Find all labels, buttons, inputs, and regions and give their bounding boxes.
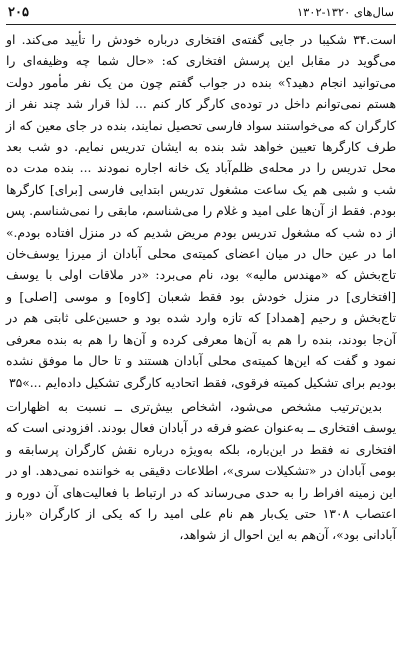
paragraph: بدین‌ترتیب مشخص می‌شود، اشخاص بیش‌تری ــ نسبت به اظهارات یوسف افتخاری ــ به‌عنوان عضو فرقه در آبادان فعال بودند. افزودنی است که افتخاری نه فقط در این‌باره، بلکه به‌ویژه درباره نقش کارگران پرسابقه و بومی آبادان در «تشکیلات سری»، اطلاعات دقیقی به خواننده نمی‌دهد. او در این زمینه افراط را به حدی می‌رساند که در ارتباط با فعالیت‌های آن دوره و اعتصاب ۱۳۰۸ حتی یک‌بار هم نام علی امید را که یکی از کارگران «بارز آبادانی بود»، آن‌هم به این احوال از شواهد،: [6, 399, 396, 543]
body-text: [6, 30, 396, 666]
header-rule: [6, 24, 396, 25]
paragraph: است.۳۴ شکیبا در جایی گفته‌ی افتخاری درباره خودش را تأیید می‌کند. او می‌گوید در مقابل این پرسش افتخاری که: «حال شما چه وظیفه‌ای را می‌توانید انجام دهید؟» بنده در جواب گفتم چون من یک نفر مأمور دولت هستم نمی‌توانم داخل در توده‌ی کارگر کار کنم ... لذا قرار شد چند نفر از کارگران که می‌خواستند سواد فارسی تحصیل نمایند، بنده در جای معین که از طرف کارگرها تعیین خواهد شد بنده به ایشان تدریس نمایم. دو شب بعد محل تدریس را در محله‌ی ظلم‌آباد یک خانه اجاره نمودند ... بنده مدت ده شب و شبی هم یک ساعت مشغول تدریس ابتدایی فارسی [برای] کارگرها بودم. فقط از آن‌ها علی امید و غلام را می‌شناسم، مابقی را نمی‌شناسم. پس از ده شب که مشغول تدریس بودم مریض شدیم که در منزل افتاده بودم.» اما در عین حال در میان اعضای کمیته‌ی محلی آبادان از میرزا یوسف‌خان تاج‌بخش که «مهندس مالیه» بود، نام می‌برد: «در ملاقات اولی با یوسف [افتخاری] در منزل خودش بود فقط شعبان [کاوه] و موسی [اصلی] و تاج‌بخش و رحیم [همداد] که تازه وارد شده بود و حسین‌علی ثابتی هم در آن‌جا بودند، بنده را هم به آن‌ها معرفی کرده و آن‌ها را هم به بنده معرفی نمود و گفت که این‌ها کمیته‌ی محلی آبادان هستند و تا حال ما موفق نشده بودیم برای تشکیل کمیته فرقوی، فقط اتحادیه کارگری تشکیل داده‌ایم ...»۳۵: [6, 33, 396, 390]
page-header: [8, 2, 394, 22]
running-head: سال‌های ۱۳۲۰-۱۳۰۲: [296, 5, 394, 19]
page-number: ۲۰۵: [8, 4, 29, 20]
